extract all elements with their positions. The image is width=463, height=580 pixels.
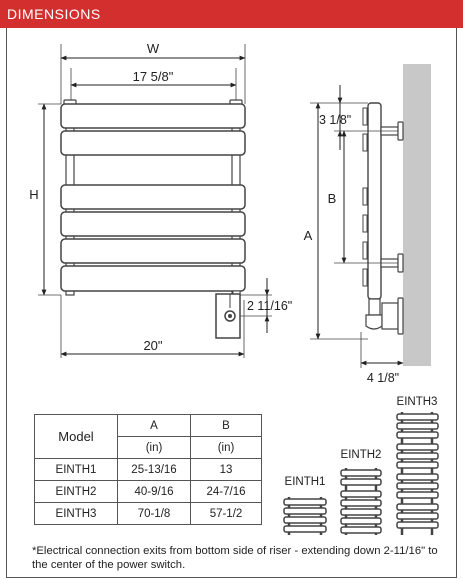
row-b: 13 xyxy=(191,459,262,481)
row-b: 57-1/2 xyxy=(191,503,262,525)
model-thumbnails xyxy=(284,396,438,535)
row-a: 25-13/16 xyxy=(118,459,191,481)
b-label: B xyxy=(327,191,337,206)
side-riser xyxy=(368,103,381,299)
depth-label: 4 1/8" xyxy=(366,371,400,385)
einth1-label: EINTH1 xyxy=(284,476,326,488)
row-b: 24-7/16 xyxy=(191,481,262,503)
inner-width-label: 17 5/8" xyxy=(132,69,174,84)
a-header: A xyxy=(118,415,191,437)
footnote: *Electrical connection exits from bottom side of riser - extending down 2-11/16" to the center of the power switch. xyxy=(32,545,438,571)
row-a: 70-1/8 xyxy=(118,503,191,525)
heating-bar-1 xyxy=(61,104,245,128)
header-title: DIMENSIONS xyxy=(7,6,101,22)
einth1-thumbnail xyxy=(284,497,326,535)
height-label: H xyxy=(29,187,39,202)
table-header-row xyxy=(35,415,262,437)
overall-width-label: 20" xyxy=(143,338,163,353)
table-row xyxy=(35,459,262,481)
einth2-label: EINTH2 xyxy=(340,449,382,461)
b-unit: (in) xyxy=(191,437,262,459)
a-label: A xyxy=(303,228,313,243)
einth3-thumbnail xyxy=(397,412,438,535)
row-model: EINTH3 xyxy=(35,503,118,525)
row-model: EINTH2 xyxy=(35,481,118,503)
a-unit: (in) xyxy=(118,437,191,459)
row-a: 40-9/16 xyxy=(118,481,191,503)
einth3-label: EINTH3 xyxy=(396,396,438,408)
top-offset-label: 3 1/8" xyxy=(319,113,352,127)
side-view xyxy=(304,64,431,385)
heating-bar-4 xyxy=(61,212,245,236)
front-view xyxy=(29,41,292,358)
dimension-table xyxy=(34,414,262,525)
model-header: Model xyxy=(35,415,118,459)
heating-bar-5 xyxy=(61,239,245,263)
row-model: EINTH1 xyxy=(35,459,118,481)
heating-bar-6 xyxy=(61,266,245,291)
heating-bar-2 xyxy=(61,131,245,155)
switch-offset-label: 2 11/16" xyxy=(247,299,293,313)
heating-bar-3 xyxy=(61,185,245,209)
b-header: B xyxy=(191,415,262,437)
table-row xyxy=(35,481,262,503)
table-row xyxy=(35,503,262,525)
width-label: W xyxy=(146,41,160,56)
einth2-thumbnail xyxy=(341,468,381,535)
wall xyxy=(403,64,431,366)
